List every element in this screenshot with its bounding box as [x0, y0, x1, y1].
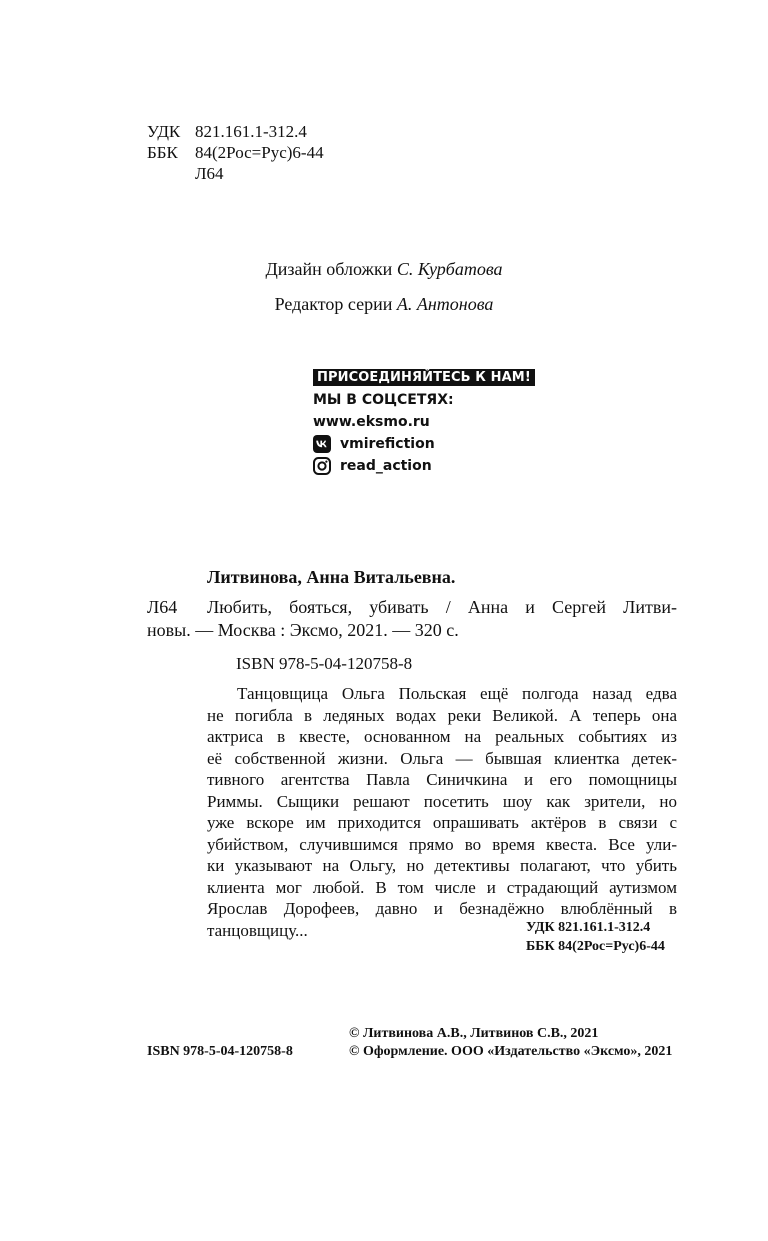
- instagram-row[interactable]: [313, 455, 535, 477]
- udk-value: 821.161.1-312.4: [195, 122, 307, 141]
- bbk-label: ББК: [147, 143, 178, 162]
- annotation: [207, 683, 677, 941]
- vk-handle: vmirefiction: [340, 436, 435, 452]
- annotation-line: танцовщицу...: [207, 920, 308, 940]
- cover-design-name: С. Курбатова: [396, 259, 503, 279]
- biblio-title-line-1: Любить, бояться, убивать / Анна и Сергей Литви-: [207, 597, 677, 617]
- udk-label: УДК: [147, 122, 181, 141]
- copyright-design: © Оформление. ООО «Издательство «Эксмо», 2021: [349, 1044, 673, 1059]
- annotation-line: ки указывают на Ольгу, но детективы полагают, что убить: [207, 856, 677, 875]
- classification-block: [147, 121, 324, 184]
- instagram-icon: [313, 457, 331, 475]
- publisher-website[interactable]: www.eksmo.ru: [313, 414, 430, 430]
- annotation-line: убийством, случившимся прямо во время квеста. Все ули-: [207, 834, 677, 854]
- annotation-line: Танцовщица Ольга Польская ещё полгода назад едва: [237, 684, 677, 703]
- annotation-line: её собственной жизни. Ольга — бывшая клиентка детек-: [207, 748, 677, 768]
- biblio-isbn: ISBN 978-5-04-120758-8: [236, 654, 413, 673]
- vk-icon: [313, 435, 331, 453]
- annotation-line: Риммы. Сыщики решают посетить шоу как зрители, но: [207, 791, 677, 811]
- annotation-line: уже вскоре им приходится опрашивать актёров в связи с: [207, 813, 677, 832]
- copyright-authors: © Литвинова А.В., Литвинов С.В., 2021: [349, 1026, 599, 1041]
- annotation-line: тивного агентства Павла Синичкина и его помощницы: [207, 770, 677, 789]
- social-networks-heading: МЫ В СОЦСЕТЯХ:: [313, 392, 454, 408]
- author-mark: Л64: [195, 164, 224, 183]
- bbk-line: [147, 142, 324, 163]
- codes-right-udk: УДК 821.161.1-312.4: [526, 920, 651, 935]
- annotation-line: Ярослав Дорофеев, давно и безнадёжно влюблённый в: [207, 899, 677, 918]
- annotation-line: не погибла в ледяных водах реки Великой. А теперь она: [207, 705, 677, 725]
- footer-isbn: ISBN 978-5-04-120758-8: [147, 1044, 293, 1059]
- series-editor-label: Редактор серии: [274, 294, 393, 314]
- annotation-line: клиента мог любой. В том числе и страдающий аутизмом: [207, 877, 677, 897]
- join-us-badge: ПРИСОЕДИНЯЙТЕСЬ К НАМ!: [313, 369, 535, 386]
- bbk-value: 84(2Рос=Рус)6-44: [195, 143, 324, 162]
- cover-design-credit: [0, 259, 768, 280]
- codes-right-bbk: ББК 84(2Рос=Рус)6-44: [526, 939, 665, 954]
- udk-line: [147, 121, 324, 142]
- biblio-mark: Л64: [147, 597, 178, 617]
- series-editor-name: А. Антонова: [396, 294, 494, 314]
- vk-row[interactable]: [313, 433, 535, 455]
- social-block: [313, 369, 535, 477]
- series-editor-credit: [0, 294, 768, 315]
- annotation-line: актриса в квесте, основанном на реальных событиях из: [207, 727, 677, 746]
- instagram-handle: read_action: [340, 458, 432, 474]
- cover-design-label: Дизайн обложки: [265, 259, 393, 279]
- biblio-title-line-2: новы. — Москва : Эксмо, 2021. — 320 с.: [147, 620, 459, 640]
- author-mark-line: [147, 163, 324, 184]
- author-heading: Литвинова, Анна Витальевна.: [207, 567, 456, 587]
